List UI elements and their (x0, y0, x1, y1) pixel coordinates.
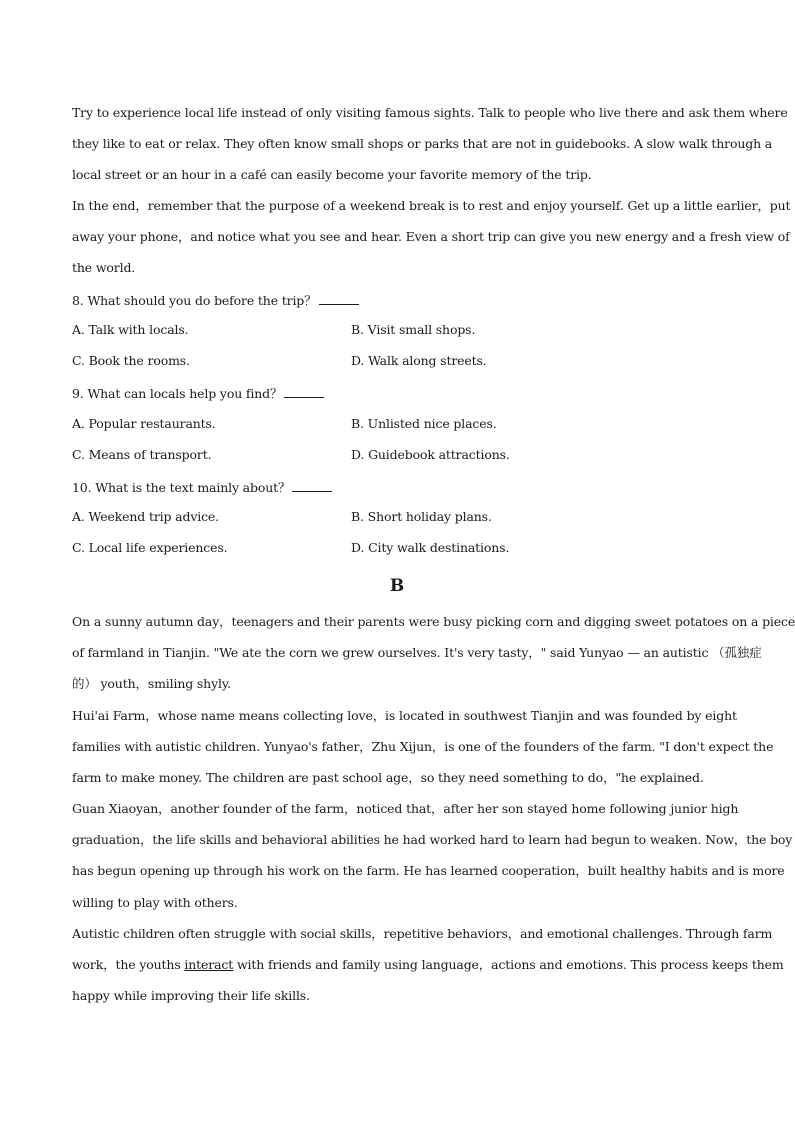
option-a: A. Popular restaurants. (72, 416, 216, 431)
text-line: On a sunny autumn day，teenagers and their parents were busy picking corn and digging sweet potatoes on a piece (72, 614, 795, 629)
question-8 (72, 291, 359, 309)
option-b: B. Unlisted nice places. (351, 416, 497, 431)
text-line: graduation，the life skills and behavioral abilities he had worked hard to learn had begun to weaken. Now，the boy (72, 832, 793, 848)
passage-a-paragraph-2 (72, 190, 791, 284)
text-line: Guan Xiaoyan，another founder of the farm，noticed that，after her son stayed home following junior high (72, 801, 739, 816)
text-line: Try to experience local life instead of only visiting famous sights. Talk to people who live there and ask them where (72, 105, 788, 120)
text-line: they like to eat or relax. They often know small shops or parks that are not in guidebooks. A slow walk through a (72, 136, 773, 152)
option-c: C. Book the rooms. (72, 353, 190, 368)
passage-a-paragraph-1 (72, 97, 788, 191)
passage-b-paragraph-1 (72, 606, 795, 700)
text-segment: work，the youths (72, 957, 185, 973)
option-c: C. Means of transport. (72, 447, 212, 462)
option-a: A. Talk with locals. (72, 322, 189, 337)
option-d: D. City walk destinations. (351, 540, 510, 555)
text-line: local street or an hour in a café can easily become your favorite memory of the trip. (72, 167, 592, 183)
text-line: farm to make money. The children are past school age，so they need something to do，"he explained. (72, 770, 704, 786)
option-a: A. Weekend trip advice. (72, 509, 220, 524)
question-stem: 9. What can locals help you find？ (72, 386, 283, 401)
option-b: B. Short holiday plans. (351, 509, 492, 524)
text-line (72, 949, 784, 980)
text-line: Hui'ai Farm，whose name means collecting love，is located in southwest Tianjin and was founded by eight (72, 708, 737, 723)
text-line: willing to play with others. (72, 894, 238, 910)
text-segment: with friends and family using language，actions and emotions. This process keeps them (233, 957, 784, 973)
answer-blank (284, 385, 324, 398)
text-line: the world. (72, 260, 136, 276)
underlined-word: interact (184, 957, 234, 973)
answer-blank (292, 479, 332, 492)
text-line: has begun opening up through his work on the farm. He has learned cooperation，built healthy habits and is more (72, 863, 785, 879)
answer-blank (319, 292, 359, 305)
question-9 (72, 384, 324, 402)
text-line: In the end，remember that the purpose of a weekend break is to rest and enjoy yourself. Get up a little earlier，put (72, 198, 791, 213)
text-line: of farmland in Tianjin. "We ate the corn we grew ourselves. It's very tasty，" said Yunyao — an autistic （孤独症 (72, 645, 762, 661)
question-stem: 8. What should you do before the trip？ (72, 293, 317, 308)
text-line: happy while improving their life skills. (72, 988, 310, 1004)
option-b: B. Visit small shops. (351, 322, 476, 337)
option-d: D. Guidebook attractions. (351, 447, 510, 462)
question-10 (72, 478, 332, 496)
option-d: D. Walk along streets. (351, 353, 487, 368)
text-line: families with autistic children. Yunyao's father，Zhu Xijun，is one of the founders of the farm. "I don't expect the (72, 739, 774, 755)
passage-b-paragraph-4 (72, 918, 784, 1012)
text-line: away your phone，and notice what you see and hear. Even a short trip can give you new energy and a fresh view of (72, 229, 790, 245)
text-line: Autistic children often struggle with social skills，repetitive behaviors，and emotional challenges. Through farm (72, 926, 773, 941)
text-line: 的） youth，smiling shyly. (72, 676, 231, 692)
section-title: B (389, 576, 405, 596)
question-stem: 10. What is the text mainly about？ (72, 480, 291, 495)
passage-b-paragraph-2 (72, 700, 774, 794)
option-c: C. Local life experiences. (72, 540, 228, 555)
passage-b-paragraph-3 (72, 793, 793, 918)
